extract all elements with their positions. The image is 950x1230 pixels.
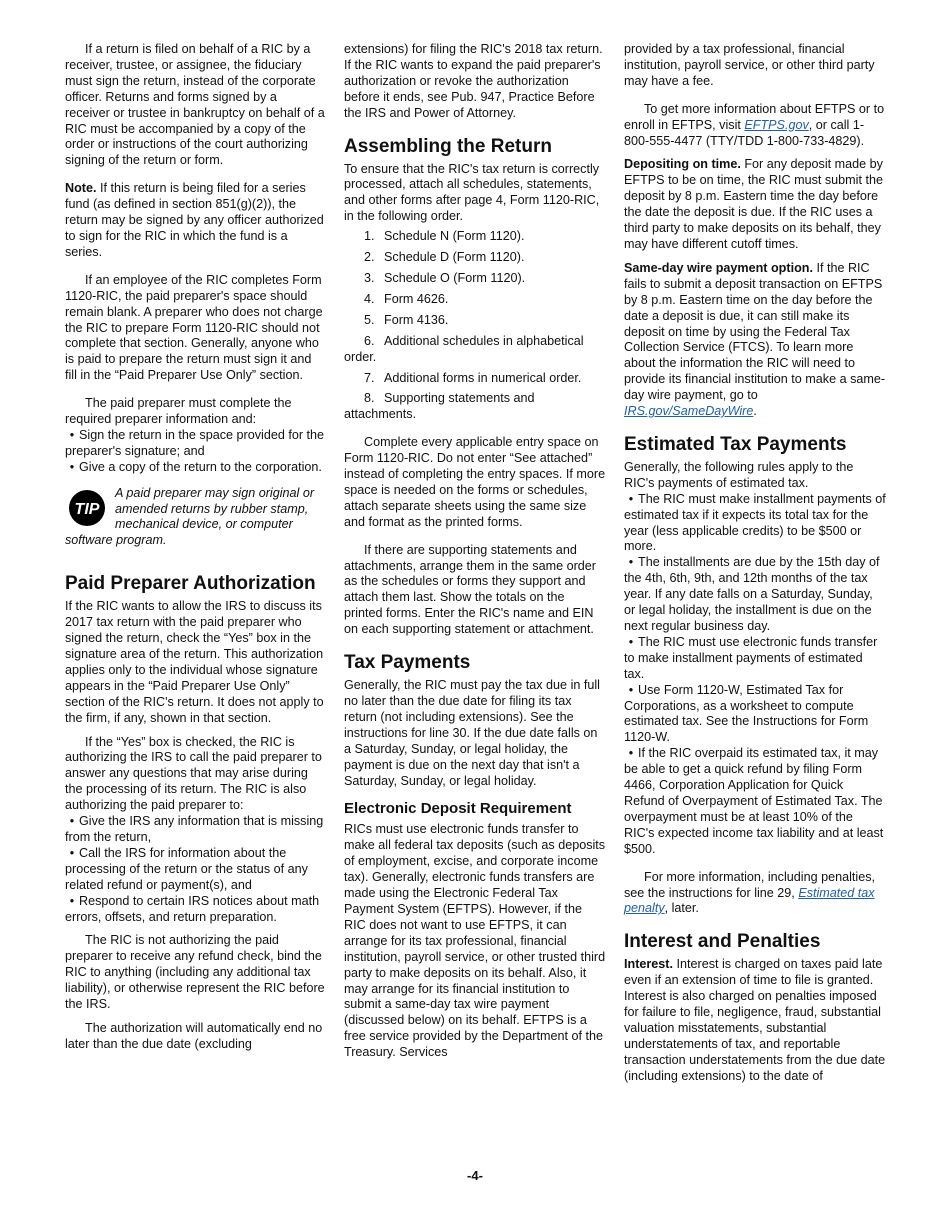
bullet-icon: •	[69, 845, 75, 860]
bullet-icon: •	[628, 746, 634, 761]
assembly-order-list	[344, 229, 606, 423]
paragraph: provided by a tax professional, financial institution, payroll service, or other third party may have a fee.	[624, 42, 875, 88]
bullet-item: • If the RIC overpaid its estimated tax, it may be able to get a quick refund by filing Form 4466, Corporation Application for Quick Refund of Overpayment of Estimated Tax. The overpayment must be at least 10% of the RIC's expected income tax liability and at least $500.	[624, 746, 884, 856]
list-item: 7. Additional forms in numerical order.	[364, 370, 582, 385]
eftps-link[interactable]: EFTPS.gov	[744, 117, 809, 132]
interest-label: Interest.	[624, 957, 673, 972]
tip-box	[65, 486, 325, 550]
paragraph: Same-day wire payment option. If the RIC fails to submit a deposit transaction on EFTPS by 8 p.m. Eastern time on the day before the date a deposit is due, it can still make its deposit on time by using the Federal Tax Collection Service (FTCS). To learn more about the information the RIC will need to provide its financial institution to make a same-day wire payment, go to IRS.gov/SameDayWire.	[624, 260, 886, 419]
bullet-item: • Call the IRS for information about the processing of the return or the status of any related refund or payment(s), and	[65, 845, 308, 892]
depositing-label: Depositing on time.	[624, 157, 741, 172]
bullet-item: • The RIC must use electronic funds transfer to make installment payments of estimated tax.	[624, 634, 878, 681]
bullet-icon: •	[69, 459, 75, 474]
bullet-item: • The installments are due by the 15th day of the 4th, 6th, 9th, and 12th months of the tax year. If any date falls on a Saturday, Sunday, or legal holiday, the installment is due on the next regular business day.	[624, 555, 880, 633]
bullet-item: • The RIC must make installment payments of estimated tax if it expects its total tax for the year (less applicable credits) to be $500 or more.	[624, 491, 886, 554]
list-item: 2. Schedule D (Form 1120).	[364, 250, 525, 265]
paragraph: If there are supporting statements and attachments, arrange them in the same order as the schedules or forms they support and attach them last. Show the totals on the printed forms. Enter the RIC's name and EIN on each supporting statement or attachment.	[344, 542, 597, 637]
paragraph: extensions) for filing the RIC's 2018 tax return. If the RIC wants to expand the paid preparer's authorization or revoke the authorization before it ends, see Pub. 947, Practice Before the IRS and Power of Attorney.	[344, 42, 603, 120]
bullet-icon: •	[628, 682, 634, 697]
heading-tax-payments: Tax Payments	[344, 652, 471, 674]
paragraph: Generally, the RIC must pay the tax due in full no later than the due date for filing its tax return (not including extensions). See the instructions for line 30. If the due date falls on a Saturday, Sunday, or legal holiday, the payment is due on the next day that isn't a Saturday, Sunday, or legal holiday.	[344, 678, 600, 788]
page-number: -4-	[467, 1168, 483, 1183]
list-item: 8. Supporting statements and attachments.	[344, 391, 535, 422]
paragraph: Interest. Interest is charged on taxes paid late even if an extension of time to file is granted. Interest is also charged on penalties imposed for failure to file, negligence, fraud, substantial valuation misstatements, substantial understatements of tax, and reportable transaction understatements from the due date (including extensions) to the date of	[624, 957, 886, 1083]
bullet-item: • Use Form 1120-W, Estimated Tax for Corporations, as a worksheet to compute estimated tax. See the Instructions for Form 1120-W.	[624, 682, 869, 745]
paragraph: If the RIC wants to allow the IRS to discuss its 2017 tax return with the paid preparer who signed the return, check the “Yes” box in the signature area of the return. This authorization applies only to the individual whose signature appears in the “Paid Preparer Use Only” section of the RIC's return. It does not apply to the firm, if any, shown in that section.	[65, 599, 324, 725]
list-item: 1. Schedule N (Form 1120).	[364, 229, 525, 244]
list-item: 4. Form 4626.	[364, 291, 449, 306]
heading-electronic-deposit-requirement: Electronic Deposit Requirement	[344, 800, 572, 818]
note-paragraph	[65, 181, 325, 261]
tip-text: A paid preparer may sign original or amended returns by rubber stamp, mechanical device, or computer software program.	[65, 485, 315, 548]
column-2	[344, 42, 606, 1069]
heading-interest-and-penalties: Interest and Penalties	[624, 931, 821, 953]
same-day-wire-link[interactable]: IRS.gov/SameDayWire	[624, 404, 754, 419]
paragraph: Generally, the following rules apply to the RIC's payments of estimated tax.	[624, 459, 854, 490]
bullet-item: • Give a copy of the return to the corporation.	[65, 460, 325, 476]
bullet-item: • Sign the return in the space provided for the preparer's signature; and	[65, 427, 325, 458]
paragraph: If the “Yes” box is checked, the RIC is authorizing the IRS to call the paid preparer to answer any questions that may arise during the processing of its return. The RIC is also authorizing the paid preparer to:	[65, 734, 322, 813]
list-item: 6. Additional schedules in alphabetical order.	[344, 333, 584, 364]
paragraph: RICs must use electronic funds transfer to make all federal tax deposits (such as deposits of employment, excise, and corporate income tax). Generally, electronic funds transfers are made using the Electronic Federal Tax Payment System (EFTPS). However, if the RIC does not want to use EFTPS, it can arrange for its tax professional, financial institution, payroll service, or other trusted third party to make deposits on its behalf. Also, it may arrange for its financial institution to submit a same-day tax wire payment (discussed below) on its behalf. EFTPS is a free service provided by the Department of the Treasury. Services	[344, 822, 606, 1060]
paragraph: The paid preparer must complete the required preparer information and:	[65, 396, 292, 427]
bullet-icon: •	[628, 555, 634, 570]
bullet-item: • Respond to certain IRS notices about math errors, offsets, and return preparation.	[65, 893, 320, 924]
note-text: If this return is being filed for a series fund (as defined in section 851(g)(2)), the return may be signed by any officer authorized to sign for the RIC in which the fund is a series.	[65, 181, 324, 259]
paragraph: Depositing on time. For any deposit made by EFTPS to be on time, the RIC must submit the deposit by 8 p.m. Eastern time the day before the date the deposit is due. If the RIC uses a third party to make deposits on its behalf, they may have different cutoff times.	[624, 157, 883, 251]
list-item: 5. Form 4136.	[364, 312, 449, 327]
paragraph: Complete every applicable entry space on Form 1120-RIC. Do not enter “See attached” instead of completing the entry spaces. If more space is needed on the forms or schedules, attach separate sheets using the same size and format as the printed forms.	[344, 435, 606, 529]
bullet-item: • Give the IRS any information that is missing from the return,	[65, 814, 324, 844]
bullet-icon: •	[69, 893, 75, 908]
bullet-icon: •	[69, 814, 75, 829]
tip-label: TIP	[74, 500, 100, 518]
note-label: Note.	[65, 181, 97, 196]
bullet-icon: •	[69, 427, 75, 442]
estimated-tax-penalty-link[interactable]: Estimated tax penalty	[624, 885, 875, 916]
heading-estimated-tax-payments: Estimated Tax Payments	[624, 433, 847, 455]
bullet-icon: •	[628, 634, 634, 649]
paragraph: If a return is filed on behalf of a RIC by a receiver, trustee, or assignee, the fiduciary must sign the return, instead of the corporate officer. Returns and forms signed by a receiver or trustee in bankruptcy on behalf of a RIC must be accompanied by a copy of the order or instructions of the court authorizing signing of the return or form.	[65, 42, 325, 168]
heading-assembling-the-return: Assembling the Return	[344, 135, 552, 157]
heading-paid-preparer-authorization: Paid Preparer Authorization	[65, 573, 316, 595]
column-3	[624, 42, 886, 1093]
paragraph: To get more information about EFTPS or to enroll in EFTPS, visit EFTPS.gov, or call 1-800-555-4477 (TTY/TDD 1-800-733-4829).	[624, 101, 885, 148]
paragraph: For more information, including penalties, see the instructions for line 29, Estimated tax penalty, later.	[624, 869, 875, 916]
paragraph: The RIC is not authorizing the paid preparer to receive any refund check, bind the RIC to anything (including any additional tax liability), or otherwise represent the RIC before the IRS.	[65, 933, 325, 1012]
column-1	[65, 42, 325, 1061]
list-item: 3. Schedule O (Form 1120).	[364, 270, 526, 285]
paragraph: To ensure that the RIC's tax return is correctly processed, attach all schedules, statements, and other forms after page 4, Form 1120-RIC, in the following order.	[344, 161, 600, 224]
bullet-icon: •	[628, 491, 634, 506]
tip-icon	[65, 488, 109, 528]
same-day-wire-label: Same-day wire payment option.	[624, 260, 813, 275]
paragraph: If an employee of the RIC completes Form 1120-RIC, the paid preparer's space should remain blank. A preparer who does not charge the RIC to prepare Form 1120-RIC should not complete that section. Generally, anyone who is paid to prepare the return must sign it and fill in the “Paid Preparer Use Only” section.	[65, 272, 323, 383]
paragraph: The authorization will automatically end no later than the due date (excluding	[65, 1020, 323, 1051]
